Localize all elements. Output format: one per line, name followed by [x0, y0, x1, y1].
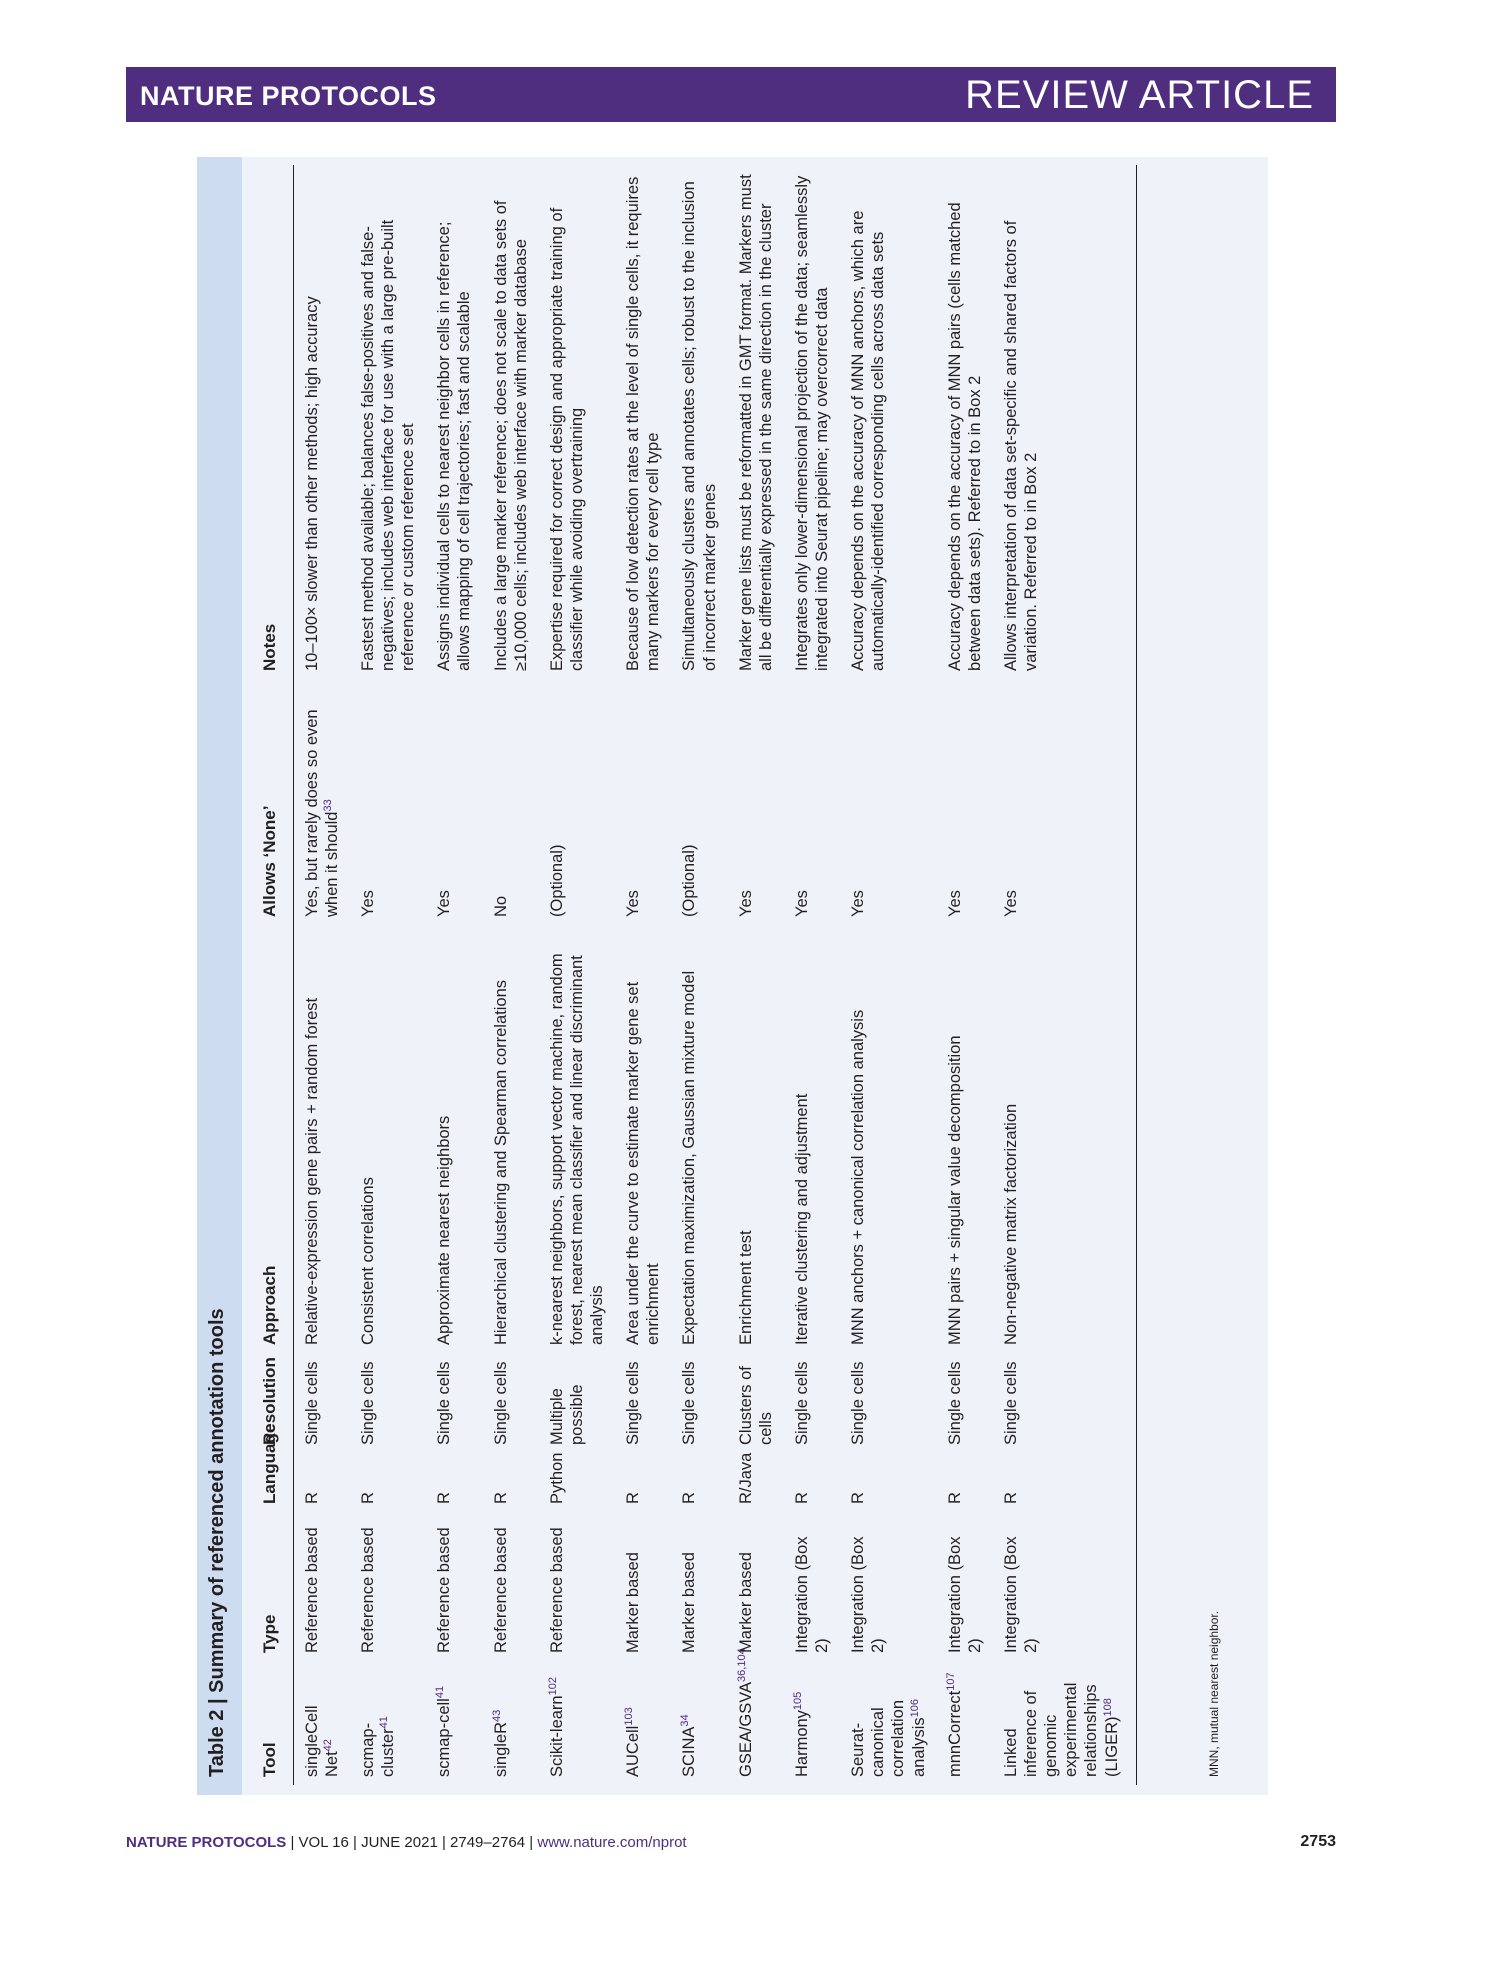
cell-type: Marker based [736, 1552, 755, 1653]
cell-type: Marker based [680, 1552, 699, 1653]
table-title: Table 2 | Summary of referenced annotation tools [206, 1308, 228, 1777]
column-header-tool: Tool [252, 1661, 293, 1785]
cell-type: Integration (Box 2) [792, 1536, 832, 1653]
cell-type: Integration (Box 2) [849, 1536, 888, 1653]
cell-resolution: Single cells [302, 1361, 321, 1445]
footer-volume: VOL 16 [298, 1834, 349, 1851]
footer-date: JUNE 2021 [361, 1834, 438, 1851]
cell-language: R [302, 1492, 321, 1504]
citation-ref[interactable]: 105 [791, 1691, 804, 1711]
cell-approach: MNN anchors + canonical correlation analysis [849, 1009, 868, 1345]
citation-ref[interactable]: 108 [1101, 1698, 1114, 1717]
citation-ref[interactable]: 34 [679, 1714, 692, 1727]
citation-ref[interactable]: 41 [378, 1716, 391, 1729]
cell-notes: Includes a large marker reference; does not scale to data sets of ≥10,000 cells; includes web interface with marker database [491, 200, 530, 671]
cell-approach: Approximate nearest neighbors [435, 1115, 454, 1345]
cell-notes: Accuracy depends on the accuracy of MNN pairs (cells matched between data sets). Referred to in Box 2 [945, 202, 984, 671]
citation-ref[interactable]: 33 [321, 799, 334, 812]
cell-tool: AUCell$^{103}$ [623, 1707, 643, 1777]
cell-approach: Expectation maximization, Gaussian mixture model [680, 970, 699, 1345]
cell-resolution: Single cells [849, 1361, 868, 1445]
column-header-allows-none: Allows ‘None’ [252, 679, 293, 925]
cell-language: R [680, 1492, 699, 1504]
cell-allows-none: (Optional) [680, 844, 699, 917]
cell-language: Python [547, 1452, 566, 1504]
cell-resolution: Single cells [993, 1353, 1136, 1453]
cell-tool: singleCell Net$^{42}$ [302, 1705, 341, 1777]
cell-allows-none: Yes [624, 890, 643, 917]
page-number: 2753 [1300, 1833, 1336, 1850]
table-row [350, 165, 426, 1785]
column-header-approach: Approach [252, 925, 293, 1353]
citation-ref[interactable]: 107 [944, 1672, 957, 1691]
citation-ref[interactable]: 36,104 [735, 1648, 748, 1682]
cell-type: Marker based [624, 1552, 643, 1653]
cell-allows-none: Yes [435, 890, 454, 917]
table-row [671, 165, 727, 1785]
cell-notes: Assigns individual cells to nearest neighbor cells in reference; allows mapping of cell trajectories; fast and scalable [435, 221, 474, 671]
cell-approach: Relative-expression gene pairs + random forest [302, 997, 321, 1345]
cell-tool: Scikit-learn$^{102}$ [546, 1677, 566, 1777]
cell-type: Integration (Box 2) [945, 1536, 984, 1653]
cell-language: R [993, 1453, 1136, 1512]
citation-ref[interactable]: 102 [546, 1677, 559, 1696]
cell-language: R [849, 1492, 868, 1504]
column-header-resolution: Resolution [252, 1353, 293, 1453]
cell-tool: scmap-cluster$^{41}$ [358, 1716, 398, 1777]
cell-allows-none: Yes [849, 890, 868, 917]
cell-resolution: Single cells [624, 1361, 643, 1445]
citation-ref[interactable]: 43 [490, 1709, 503, 1722]
cell-allows-none: Yes [736, 890, 755, 917]
cell-resolution: Single cells [435, 1361, 454, 1445]
cell-notes: 10–100× slower than other methods; high accuracy [302, 296, 321, 671]
cell-language: R [792, 1492, 811, 1504]
table-row [840, 165, 937, 1785]
cell-notes: Simultaneously clusters and annotates cells; robust to the inclusion of incorrect marker genes [680, 181, 719, 671]
column-header-notes: Notes [252, 165, 293, 679]
annotation-tools-table [252, 165, 1137, 1785]
cell-tool: singleR$^{43}$ [490, 1709, 510, 1777]
column-header-type: Type [252, 1512, 293, 1661]
cell-resolution: Single cells [358, 1361, 377, 1445]
citation-ref[interactable]: 106 [908, 1699, 921, 1718]
cell-resolution: Multiple possible [547, 1384, 586, 1445]
cell-allows-none: Yes [792, 890, 811, 917]
cell-allows-none: Yes [993, 679, 1136, 925]
citation-ref[interactable]: 103 [623, 1707, 636, 1726]
table-row [937, 165, 993, 1785]
cell-language: R [491, 1492, 510, 1504]
cell-type: Reference based [358, 1527, 377, 1653]
rotated-table-container [197, 157, 1268, 1795]
cell-tool: GSEA/GSVA$^{36,104}$ [735, 1648, 755, 1777]
cell-tool: Linked inference of genomic experimental relationships (LIGER)$^{108}$ [993, 1661, 1136, 1785]
table-row [615, 165, 671, 1785]
cell-type: Reference based [547, 1527, 566, 1653]
cell-tool: scmap-cell$^{41}$ [434, 1685, 454, 1777]
footer-url[interactable]: www.nature.com/nprot [537, 1834, 687, 1851]
cell-language: R [945, 1492, 964, 1504]
cell-resolution: Single cells [945, 1361, 964, 1445]
cell-language: R/Java [736, 1452, 755, 1504]
table-footnote: MNN, mutual nearest neighbor. [1207, 1610, 1221, 1777]
cell-notes: Accuracy depends on the accuracy of MNN anchors, which are automatically-identified corresponding cells across data sets [849, 210, 888, 671]
table-row [293, 165, 350, 1785]
cell-notes: Fastest method available; balances false-positives and false-negatives; includes web interface for use with a large pre-built reference or custom reference set [358, 219, 418, 671]
cell-approach: Enrichment test [736, 1230, 755, 1345]
table-row [993, 165, 1136, 1785]
cell-approach: k-nearest neighbors, support vector machine, random forest, nearest mean classifier and linear discriminant analysis [547, 953, 607, 1345]
cell-approach: Consistent correlations [358, 1177, 377, 1345]
cell-type: Reference based [491, 1527, 510, 1653]
cell-approach: Area under the curve to estimate marker gene set enrichment [624, 981, 663, 1345]
cell-language: R [624, 1492, 643, 1504]
cell-tool: mnnCorrect$^{107}$ [944, 1672, 964, 1777]
cell-approach: Non-negative matrix factorization [993, 925, 1136, 1353]
table-row [483, 165, 539, 1785]
column-header-language: Language [252, 1453, 293, 1512]
table-row [728, 165, 784, 1785]
article-type: REVIEW ARTICLE [965, 73, 1314, 117]
cell-approach: Iterative clustering and adjustment [792, 1093, 811, 1345]
table-header-row [252, 165, 293, 1785]
cell-resolution: Clusters of cells [736, 1366, 775, 1445]
cell-allows-none: Yes [945, 890, 964, 917]
cell-allows-none: Yes, but rarely does so even when it should$^{33}$ [302, 709, 341, 917]
cell-tool: Seurat-canonical correlation analysis$^{106}$ [849, 1699, 928, 1777]
cell-allows-none: Yes [358, 890, 377, 917]
cell-language: R [435, 1492, 454, 1504]
cell-type: Integration (Box 2) [993, 1512, 1136, 1661]
cell-type: Reference based [435, 1527, 454, 1653]
cell-type: Reference based [302, 1527, 321, 1653]
cell-resolution: Single cells [491, 1361, 510, 1445]
page-footer: NATURE PROTOCOLS | VOL 16 | JUNE 2021 | 2749–2764 | www.nature.com/nprot [126, 1834, 687, 1851]
table-row [784, 165, 840, 1785]
cell-resolution: Single cells [792, 1361, 811, 1445]
cell-allows-none: No [491, 895, 510, 917]
header-bar [126, 67, 1336, 122]
cell-language: R [358, 1492, 377, 1504]
cell-notes: Expertise required for correct design and appropriate training of classifier while avoiding overtraining [547, 207, 586, 671]
cell-tool: Harmony$^{105}$ [791, 1691, 811, 1777]
table-row [426, 165, 482, 1785]
journal-name: NATURE PROTOCOLS [140, 81, 437, 111]
cell-notes: Allows interpretation of data set-specific and shared factors of variation. Referred to in Box 2 [993, 165, 1136, 679]
footer-pages: 2749–2764 [450, 1834, 526, 1851]
cell-tool: SCINA$^{34}$ [679, 1714, 699, 1777]
cell-notes: Marker gene lists must be reformatted in GMT format. Markers must all be differentially expressed in the same direction in the cluster [736, 174, 775, 671]
cell-notes: Integrates only lower-dimensional projection of the data; seamlessly integrated into Seurat pipeline; may overcorrect data [792, 175, 832, 671]
cell-approach: Hierarchical clustering and Spearman correlations [491, 979, 510, 1345]
footer-journal: NATURE PROTOCOLS [126, 1834, 287, 1851]
cell-resolution: Single cells [680, 1361, 699, 1445]
citation-ref[interactable]: 41 [434, 1685, 447, 1699]
cell-allows-none: (Optional) [547, 844, 566, 917]
citation-ref[interactable]: 42 [321, 1739, 334, 1752]
cell-notes: Because of low detection rates at the level of single cells, it requires many markers for every cell type [624, 176, 663, 671]
cell-approach: MNN pairs + singular value decomposition [945, 1035, 964, 1345]
table-row [539, 165, 615, 1785]
